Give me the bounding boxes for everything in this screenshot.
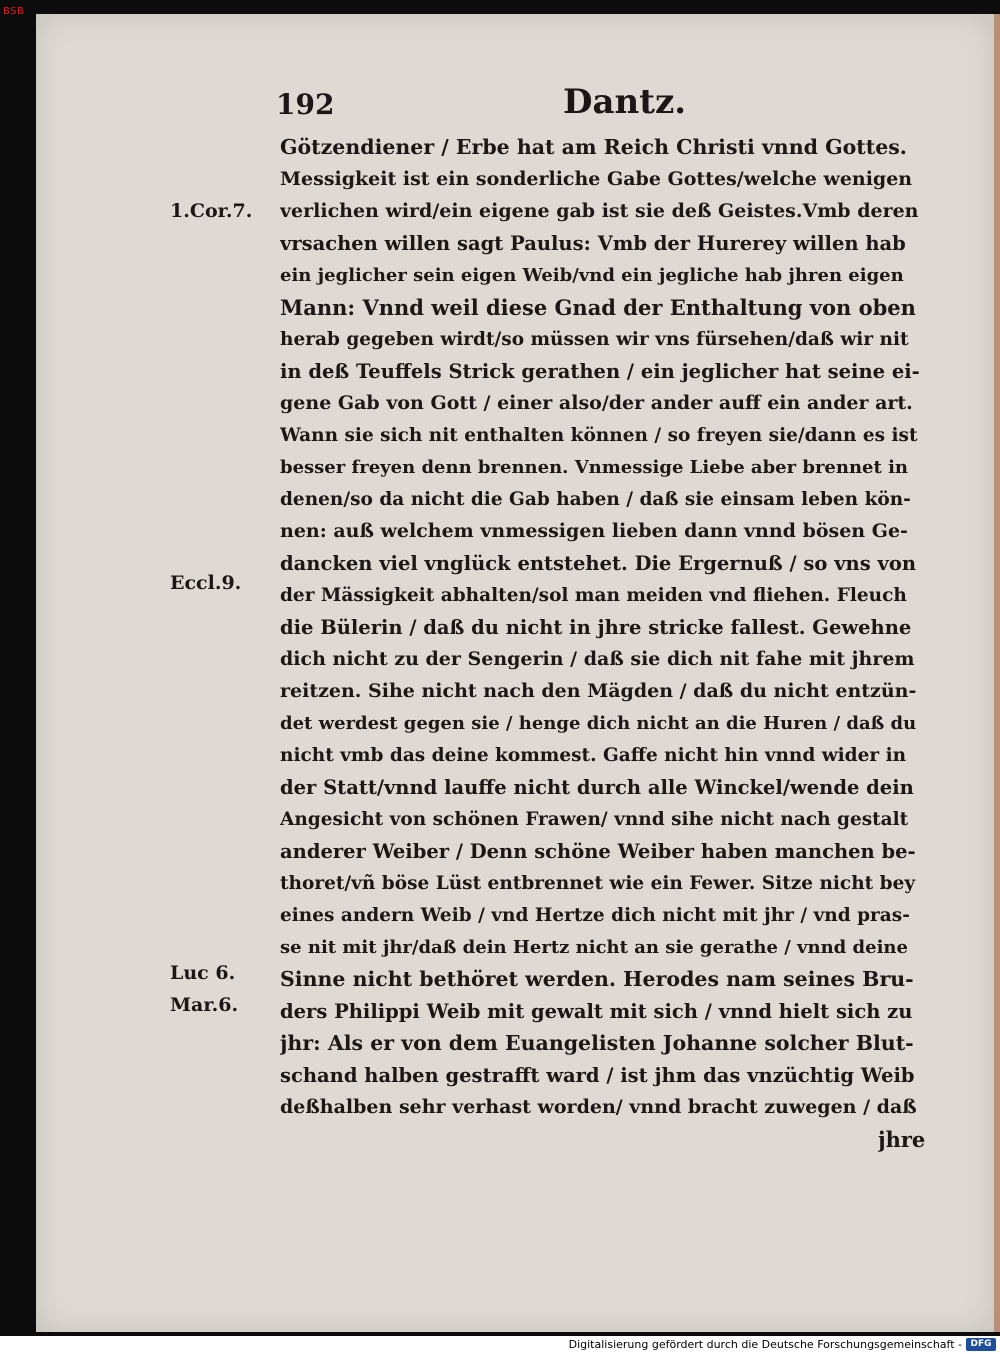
dfg-logo: DFG — [966, 1338, 996, 1351]
text-line: der Mässigkeit abhalten/sol man meiden vnd fliehen. Fleuch — [280, 585, 907, 606]
text-line: verlichen wird/ein eigene gab ist sie deß Geistes.Vmb deren — [280, 200, 919, 222]
text-line: gene Gab von Gott / einer also/der ander auff ein ander art. — [280, 392, 913, 414]
text-line: se nit mit jhr/daß dein Hertz nicht an sie gerathe / vnnd deine — [280, 937, 908, 958]
text-line: nicht vmb das deine kommest. Gaffe nicht hin vnnd wider in — [280, 745, 907, 766]
text-line: denen/so da nicht die Gab haben / daß sie einsam leben kön- — [280, 489, 911, 510]
text-line: Wann sie sich nit enthalten können / so freyen sie/dann es ist — [280, 425, 918, 446]
text-line: vrsachen willen sagt Paulus: Vmb der Hurerey willen hab — [280, 232, 906, 255]
text-line: Mann: Vnnd weil diese Gnad der Enthaltung von oben — [280, 295, 916, 320]
text-line: eines andern Weib / vnd Hertze dich nicht mit jhr / vnd pras- — [280, 905, 910, 926]
text-line: Angesicht von schönen Frawen/ vnnd sihe nicht nach gestalt — [280, 809, 909, 830]
text-line: ders Philippi Weib mit gewalt mit sich / vnnd hielt sich zu — [280, 1000, 913, 1023]
text-line: die Bülerin / daß du nicht in jhre stricke fallest. Gewehne — [280, 616, 912, 639]
text-line: deßhalben sehr verhast worden/ vnnd bracht zuwegen / daß — [280, 1096, 917, 1118]
marginal-note: Eccl.9. — [170, 572, 242, 594]
footer-bar — [0, 1336, 1000, 1354]
text-line: besser freyen denn brennen. Vnmessige Liebe aber brennet in — [280, 457, 909, 478]
text-line: anderer Weiber / Denn schöne Weiber haben manchen be- — [280, 840, 916, 863]
text-line: ein jeglicher sein eigen Weib/vnd ein jegliche hab jhren eigen — [280, 265, 904, 286]
library-mark: BSB — [3, 6, 25, 17]
text-line: der Statt/vnnd lauffe nicht durch alle Winckel/wende dein — [280, 776, 914, 799]
text-line: jhr: Als er von dem Euangelisten Johanne solcher Blut- — [280, 1031, 914, 1055]
text-line: dich nicht zu der Sengerin / daß sie dich nit fahe mit jhrem — [280, 648, 915, 670]
running-head: Dantz. — [563, 82, 687, 122]
catchword: jhre — [878, 1127, 926, 1152]
text-line: nen: auß welchem vnmessigen lieben dann vnnd bösen Ge- — [280, 520, 908, 542]
funding-notice: Digitalisierung gefördert durch die Deutsche Forschungsgemeinschaft - — [568, 1338, 962, 1351]
text-line: det werdest gegen sie / henge dich nicht an die Huren / daß du — [280, 713, 917, 734]
page-number: 192 — [276, 88, 335, 121]
text-line: Götzendiener / Erbe hat am Reich Christi vnnd Gottes. — [280, 135, 907, 159]
marginal-note: 1.Cor.7. — [170, 200, 253, 222]
text-line: Messigkeit ist ein sonderliche Gabe Gottes/welche wenigen — [280, 168, 913, 190]
text-line: thoret/vñ böse Lüst entbrennet wie ein Fewer. Sitze nicht bey — [280, 873, 916, 894]
text-line: Sinne nicht bethöret werden. Herodes nam seines Bru- — [280, 967, 914, 991]
text-line: reitzen. Sihe nicht nach den Mägden / daß du nicht entzün- — [280, 680, 917, 702]
marginal-note: Luc 6. — [170, 962, 236, 984]
marginal-note: Mar.6. — [170, 994, 239, 1016]
text-line: herab gegeben wirdt/so müssen wir vns fürsehen/daß wir nit — [280, 329, 909, 350]
text-line: schand halben gestrafft ward / ist jhm das vnzüchtig Weib — [280, 1064, 915, 1087]
text-line: dancken viel vnglück entstehet. Die Ergernuß / so vns von — [280, 552, 916, 575]
text-line: in deß Teuffels Strick gerathen / ein jeglicher hat seine ei- — [280, 360, 920, 383]
